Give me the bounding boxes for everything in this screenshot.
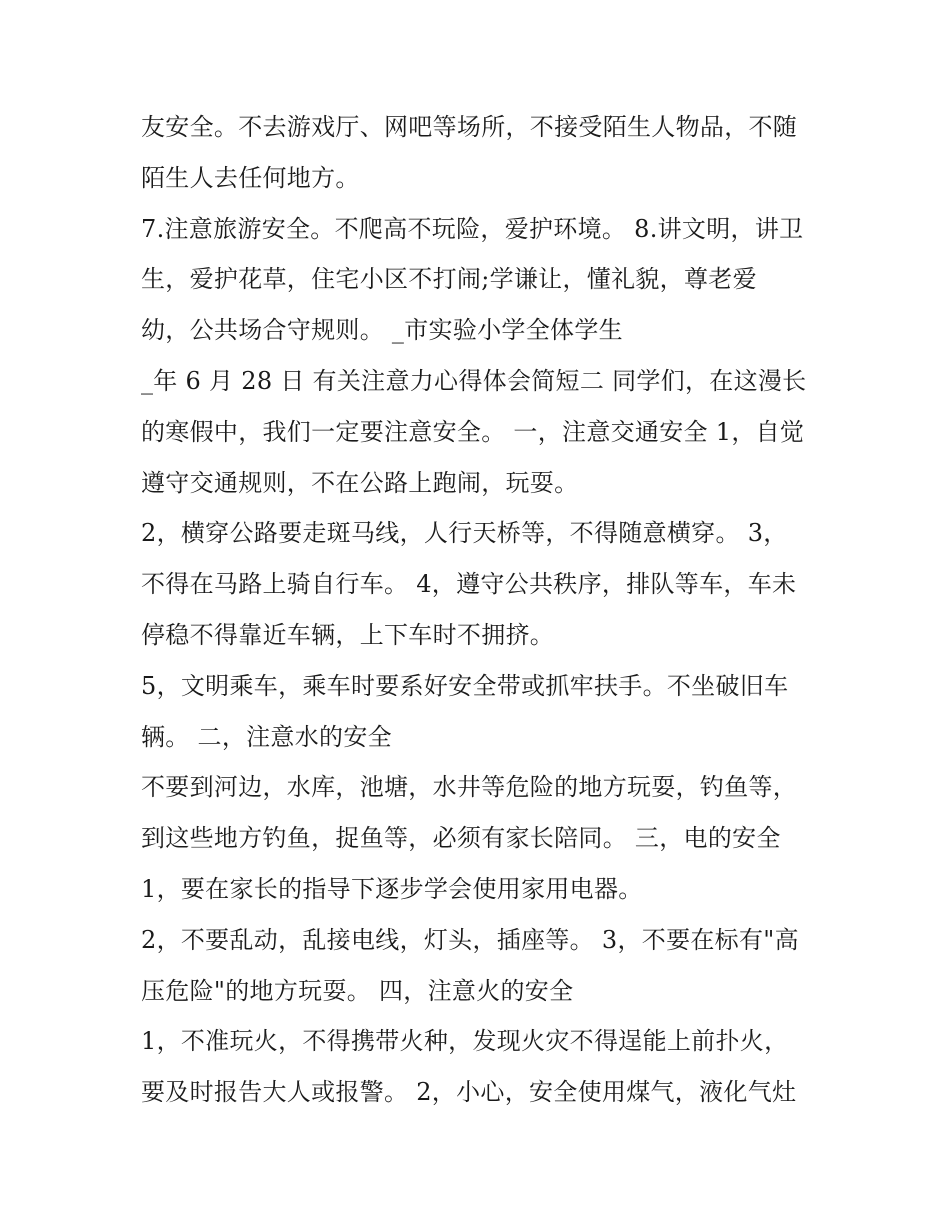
text-line: 1，要在家长的指导下逐步学会使用家用电器。 bbox=[141, 874, 643, 903]
text-line: 停稳不得靠近车辆，上下车时不拥挤。 bbox=[141, 620, 555, 649]
text-line: 2，横穿公路要走斑马线，人行天桥等，不得随意横穿。 3， bbox=[141, 519, 788, 548]
text-line: 1，不准玩火，不得携带火种，发现火灾不得逞能上前扑火， bbox=[141, 1027, 789, 1056]
text-line: 不得在马路上骑自行车。 4，遵守公共秩序，排队等车，车未 bbox=[141, 570, 797, 599]
text-line: _年 6 月 28 日 有关注意力心得体会简短二 同学们，在这漫长 bbox=[141, 366, 807, 395]
text-line: 遵守交通规则，不在公路上跑闹，玩耍。 bbox=[141, 468, 579, 497]
text-line: 友安全。不去游戏厅、网吧等场所，不接受陌生人物品，不随 bbox=[141, 113, 798, 141]
text-line: 生，爱护花草，住宅小区不打闹;学谦让，懂礼貌，尊老爱 bbox=[141, 265, 757, 294]
text-line: 7.注意旅游安全。不爬高不玩险，爱护环境。 8.讲文明，讲卫 bbox=[141, 214, 804, 243]
text-line: 压危险"的地方玩耍。 四，注意火的安全 bbox=[141, 976, 574, 1005]
text-line: 辆。 二，注意水的安全 bbox=[141, 722, 392, 751]
text-line: 5，文明乘车，乘车时要系好安全带或抓牢扶手。不坐破旧车 bbox=[141, 671, 789, 700]
document-body bbox=[141, 102, 841, 1118]
text-line: 不要到河边，水库，池塘，水井等危险的地方玩耍，钓鱼等， bbox=[141, 773, 798, 802]
text-line: 2，不要乱动，乱接电线，灯头，插座等。 3，不要在标有"高 bbox=[141, 925, 799, 954]
text-line: 的寒假中，我们一定要注意安全。 一，注意交通安全 1，自觉 bbox=[141, 417, 805, 446]
text-line: 陌生人去任何地方。 bbox=[141, 163, 360, 192]
text-line: 要及时报告大人或报警。 2，小心，安全使用煤气，液化气灶 bbox=[141, 1078, 797, 1107]
text-line: 到这些地方钓鱼，捉鱼等，必须有家长陪同。 三，电的安全 bbox=[141, 824, 781, 853]
text-line: 幼，公共场合守规则。 _市实验小学全体学生 bbox=[141, 316, 623, 345]
